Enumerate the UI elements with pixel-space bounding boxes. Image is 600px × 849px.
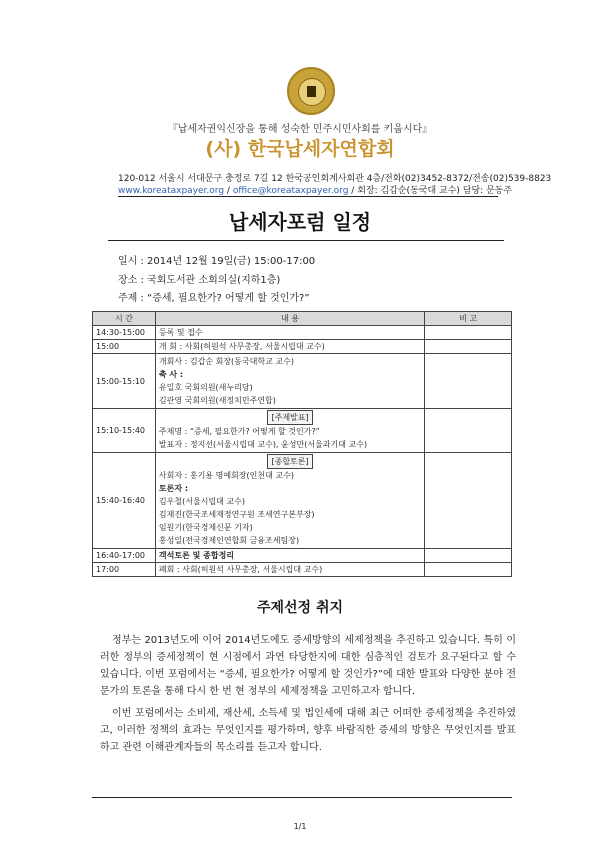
contacts: / 회장: 김갑순(동국대 교수) 담당: 문동주 (351, 186, 513, 196)
content-line: 발표자 : 정지선(서울시립대 교수), 윤성만(서울과기대 교수) (158, 440, 368, 449)
slogan: 『납세자권익신장을 통해 성숙한 민주시민사회를 키웁시다』 (167, 124, 433, 135)
header-content: 내 용 (155, 312, 424, 326)
purpose-paragraph-2: 이번 포럼에서는 소비세, 재산세, 소득세 및 법인세에 대해 최근 어떠한 증세정책을 추진하였고, 이러한 정책의 효과는 무엇인지를 평가하며, 향후 바람직한 증세의 방향은 무엇인지를 발표하고 관련 이해관계자들의 목소리를 듣고자 합니다. (100, 708, 516, 753)
website-link[interactable]: www.koreataxpayer.org (118, 186, 225, 196)
content-line: 개회사 : 김갑순 회장(동국대학교 교수) (158, 357, 294, 366)
content-line: 임원기(한국경제신문 기자) (158, 523, 253, 532)
row-time: 15:10-15:40 (93, 409, 156, 453)
section-tag: [주제발표] (267, 410, 312, 425)
page-number: 1/1 (293, 822, 307, 831)
seal-core (307, 86, 316, 97)
purpose-title: 주제선정 취지 (256, 600, 344, 616)
footer-divider (92, 797, 512, 798)
table-row (93, 409, 512, 453)
event-topic: 주제 : “증세, 필요한가? 어떻게 할 것인가?” (118, 293, 310, 304)
table-row (93, 563, 512, 577)
table-row (93, 326, 512, 340)
row-content: 객석토론 및 종합정리 (155, 549, 424, 563)
row-note (425, 563, 512, 577)
content-line: 유일호 국회의원(새누리당) (158, 383, 253, 392)
page-title: 납세자포럼 일정 (228, 210, 372, 234)
table-row (93, 340, 512, 354)
row-time: 14:30-15:00 (93, 326, 156, 340)
row-time: 15:40-16:40 (93, 453, 156, 549)
row-note (425, 326, 512, 340)
association-seal-icon (287, 67, 335, 115)
row-content: 등록 및 접수 (155, 326, 424, 340)
address: 120-012 서울시 서대문구 충정로 7길 12 한국공인회계사회관 4층/전화(02)3452-8372/전송(02)539-8823 (118, 174, 552, 184)
content-line: 김우철(서울시립대 교수) (158, 497, 245, 506)
row-content: 개 회 : 사회(허원석 사무총장, 서울시립대 교수) (155, 340, 424, 354)
row-content: 폐회 : 사회(허원석 사무총장, 서울시립대 교수) (155, 563, 424, 577)
content-line: 축 사 : (158, 370, 184, 379)
content-line: 김관영 국회의원(새정치민주연합) (158, 396, 276, 405)
row-note (425, 340, 512, 354)
schedule-table (92, 311, 512, 577)
seal-inner (298, 78, 326, 106)
row-note (425, 453, 512, 549)
content-line: 홍성일(전국경제인연합회 금융조세팀장) (158, 536, 300, 545)
row-note (425, 549, 512, 563)
org-name: (사) 한국납세자연합회 (205, 138, 395, 160)
row-note (425, 409, 512, 453)
table-header-row (93, 312, 512, 326)
content-line: 토론자 : (158, 484, 189, 493)
contact-line (118, 183, 512, 196)
title-divider (108, 240, 504, 241)
row-content (155, 354, 424, 409)
section-label (159, 410, 421, 425)
row-note (425, 354, 512, 409)
row-time: 16:40-17:00 (93, 549, 156, 563)
content-line: 김재진(한국조세재정연구원 조세연구본부장) (158, 510, 315, 519)
section-label (159, 454, 421, 469)
table-row (93, 453, 512, 549)
row-time: 15:00 (93, 340, 156, 354)
table-row (93, 549, 512, 563)
event-place: 장소 : 국회도서관 소회의실(지하1층) (118, 275, 281, 286)
content-line: 주제명 : “증세, 필요한가? 어떻게 할 것인가?” (158, 427, 320, 436)
row-content (155, 453, 424, 549)
section-tag: [종합토론] (267, 454, 312, 469)
row-content (155, 409, 424, 453)
table-row (93, 354, 512, 409)
email-link[interactable]: office@koreataxpayer.org (232, 186, 349, 196)
header-note: 비 고 (425, 312, 512, 326)
separator: / (226, 186, 233, 196)
row-time: 17:00 (93, 563, 156, 577)
purpose-paragraph-1: 정부는 2013년도에 이어 2014년도에도 증세방향의 세제정책을 추진하고 있습니다. 특히 이러한 정부의 증세정책이 현 시점에서 과연 타당한지에 대한 심층적인 검토가 요구된다고 할 수 있습니다. 이번 포럼에서는 “증세, 필요한가? 어떻게 할 것인가?”에 대한 발표와 다양한 분야 전문가의 토론을 통해 다시 한 번 현 정부의 세제정책을 고민하고자 합니다. (100, 635, 516, 697)
header-time: 시 간 (93, 312, 156, 326)
row-time: 15:00-15:10 (93, 354, 156, 409)
event-date: 일시 : 2014년 12월 19일(금) 15:00-17:00 (118, 256, 316, 267)
header-divider (118, 196, 498, 197)
content-line: 사회자 : 홍기용 명예회장(인천대 교수) (158, 471, 294, 480)
